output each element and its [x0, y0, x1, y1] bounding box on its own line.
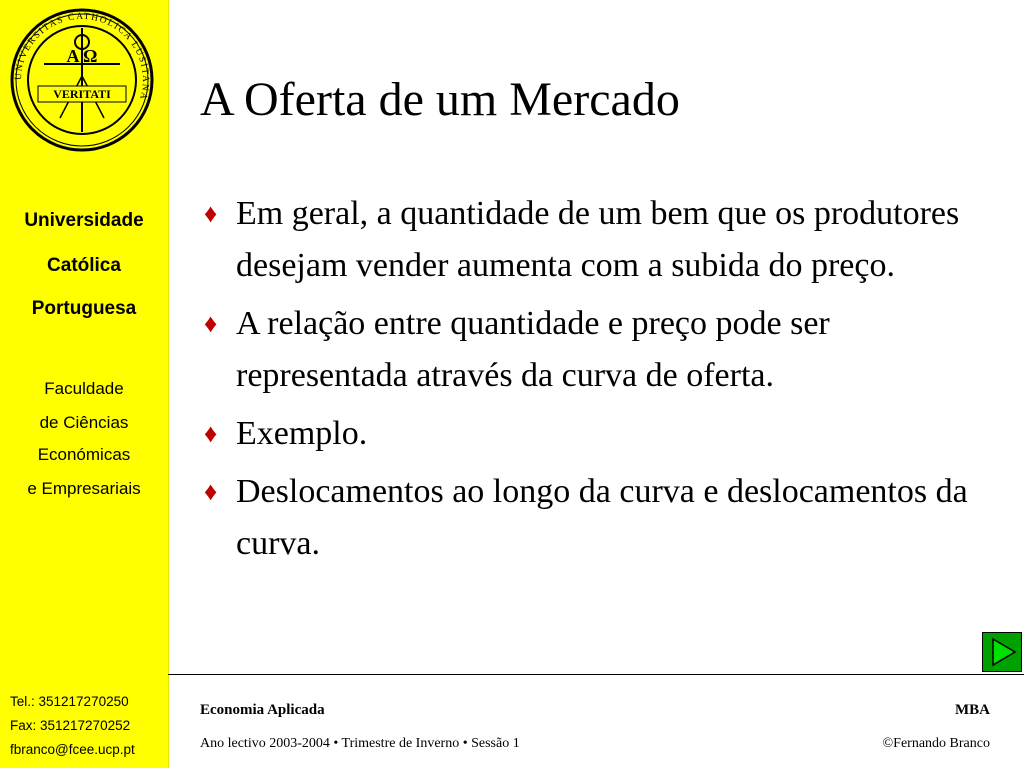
footer-author: ©Fernando Branco [882, 736, 990, 751]
bullet-item [200, 408, 990, 460]
faculty-line-4: e Empresariais [27, 479, 141, 498]
university-name-line-2: Católica [47, 255, 121, 276]
sidebar [0, 0, 169, 768]
bullet-text: Em geral, a quantidade de um bem que os produtores desejam vender aumenta com a subida do preço. [236, 195, 960, 284]
university-name-line-3: Portuguesa [31, 298, 137, 319]
diamond-bullet-icon: ♦ [204, 419, 218, 448]
bullet-text: Exemplo. [236, 415, 368, 452]
next-slide-button[interactable] [982, 632, 1022, 672]
footer-divider [168, 674, 1024, 675]
contact-fax: Fax: 351217270252 [10, 718, 131, 733]
footer-session: Ano lectivo 2003-2004 • Trimestre de Inverno • Sessão 1 [200, 736, 520, 751]
bullet-item [200, 466, 990, 570]
bullet-text: A relação entre quantidade e preço pode ser representada através da curva de oferta. [236, 305, 830, 394]
university-name-line-1: Universidade [24, 210, 144, 231]
bullet-item [200, 188, 990, 292]
faculty-line-3: Económicas [37, 445, 131, 464]
bullet-text: Deslocamentos ao longo da curva e deslocamentos da curva. [236, 473, 968, 562]
footer-course: Economia Aplicada [200, 702, 325, 718]
bullet-list [200, 188, 990, 576]
seal-letters: A Ω [66, 46, 98, 66]
diamond-bullet-icon: ♦ [204, 477, 218, 506]
bullet-item [200, 298, 990, 402]
footer-program: MBA [955, 702, 990, 718]
contact-email: fbranco@fcee.ucp.pt [10, 742, 135, 757]
play-arrow-icon [983, 633, 1021, 671]
seal-ring-text: UNIVERSITAS CATHOLICA LUSITANA [13, 11, 151, 102]
faculty-line-1: Faculdade [44, 379, 124, 398]
university-seal-logo [8, 6, 156, 154]
faculty-line-2: de Ciências [39, 413, 129, 432]
diamond-bullet-icon: ♦ [204, 309, 218, 338]
slide-title: A Oferta de um Mercado [200, 73, 680, 126]
diamond-bullet-icon: ♦ [204, 199, 218, 228]
seal-motto: VERITATI [53, 87, 111, 101]
contact-tel: Tel.: 351217270250 [10, 694, 129, 709]
